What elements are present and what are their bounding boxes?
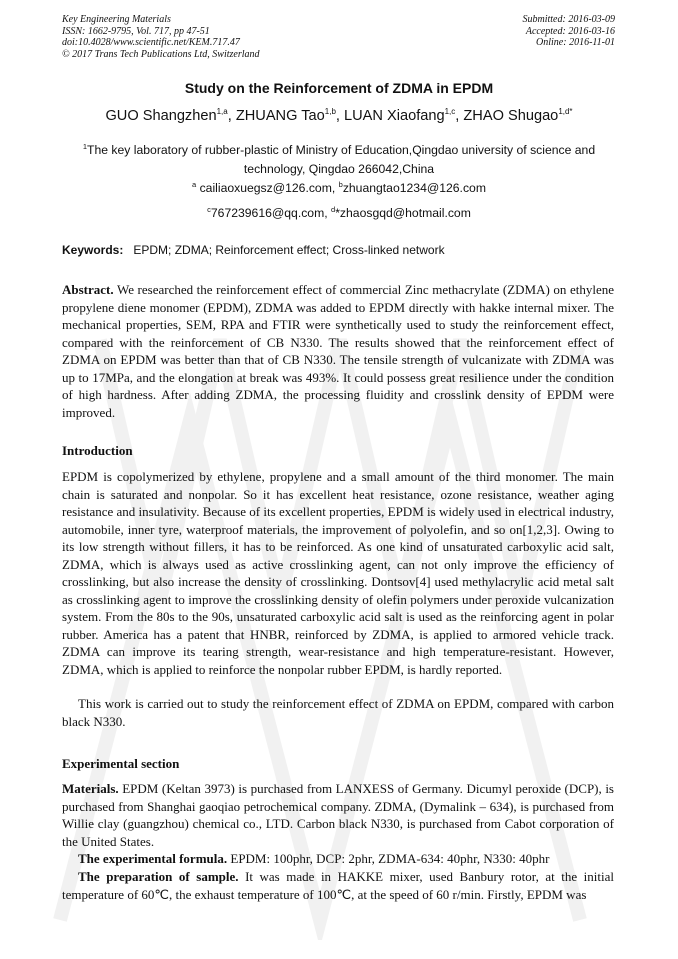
- keywords: Keywords: EPDM; ZDMA; Reinforcement effect; Cross-linked network: [62, 243, 445, 257]
- email-line-2: $^c$767239616@qq.com, $^d$*zhaosgqd@hotmail.com: [207, 205, 471, 221]
- preparation-paragraph: The preparation of sample. It was made in HAKKE mixer, used Banbury rotor, at the initial temperature of 60℃, the exhaust temperature of 100℃, at the speed of 60 r/min. Firstly, EPDM was: [62, 869, 614, 902]
- experimental-heading: Experimental section: [62, 756, 180, 771]
- email-link[interactable]: cailiaoxuegsz@126.com,: [199, 181, 336, 196]
- journal-copyright: © 2017 Trans Tech Publications Ltd, Switzerland: [62, 48, 260, 60]
- publication-dates: [523, 14, 616, 49]
- journal-name: Key Engineering Materials: [62, 14, 171, 25]
- formula-paragraph: The experimental formula. EPDM: 100phr, DCP: 2phr, ZDMA-634: 40phr, N330: 40phr: [78, 851, 550, 866]
- author: ZHUANG Tao$^{1,b}$,: [235, 107, 344, 124]
- materials-paragraph: Materials. EPDM (Keltan 3973) is purchased from LANXESS of Germany. Dicumyl peroxide (DCP), is purchased from Shanghai gaoqiao petrochemical company. ZDMA, (Dymalink – 634), is purchased from Willie clay (guangzhou) chemical co., LTD. Carbon black N330, is purchased from Cabot corporation of the United States.: [62, 781, 614, 849]
- date-submitted: Submitted: 2016-03-09: [522, 14, 615, 25]
- email-link[interactable]: 767239616@qq.com,: [210, 206, 328, 221]
- abstract: Abstract. We researched the reinforcement effect of commercial Zinc methacrylate (ZDMA) on ethylene propylene diene monomer (EPDM), ZDMA was added to EPDM directly with hakke internal mixer. The mechanical properties, SEM, RPA and FTIR were synthetically used to study the reinforcement effect, compared with the reinforcement of CB N330. The results showed that the reinforcement effect of ZDMA on EPDM was better than that of CB N330. The tensile strength of vulcanizate with ZDMA was up to 17MPa, and the elongation at break was 493%. It could possess great resilience under the condition of high hardness. After adding ZDMA, the processing fluidity and crosslink density of EPDM were improved.: [62, 282, 614, 420]
- email-line-1: $^a$ cailiaoxuegsz@126.com, $^b$zhuangtao1234@126.com: [192, 180, 486, 196]
- date-online: Online: 2016-11-01: [536, 37, 615, 48]
- journal-doi: doi:10.4028/www.scientific.net/KEM.717.47: [62, 37, 240, 48]
- author: LUAN Xiaofang$^{1,c}$,: [344, 107, 464, 124]
- introduction-paragraph-1: EPDM is copolymerized by ethylene, propylene and a small amount of the third monomer. The main chain is saturated and nonpolar. So it has excellent heat resistance, ozone resistance, weather aging resistance and insulativity. Because of its excellent properties, EPDM is widely used in electrical industry, automobile, inner tyre, waterproof materials, the improvement of polyolefin, and so on[1,2,3]. Owing to its low strength without fillers, it has to be reinforced. As one kind of unsaturated carboxylic acid salt, ZDMA, which is always used as active crosslinking agent, can not only improve the efficiency of crosslinking, but also increase the density of crosslinking. Dontsov[4] used methylacrylic acid metal salt as crosslinking agent to improve the crosslinking density of olefin polymers under peroxide vulcanization system. From the 80s to the 90s, unsaturated carboxylic acid salt is used as the reinforcing agent in polar rubber. America has a patent that HNBR, reinforced by ZDMA, is applied to armored vehicle track. ZDMA can improve its tearing strength, wear-resistance and high temperature-resistant. However, ZDMA, which is applied to reinforce the nonpolar rubber EPDM, is hardly reported.: [62, 469, 614, 677]
- date-accepted: Accepted: 2016-03-16: [525, 25, 615, 37]
- paper-title: Study on the Reinforcement of ZDMA in EPDM: [184, 80, 494, 96]
- author: ZHAO Shugao$^{1,d*}$: [463, 107, 573, 124]
- journal-issn: ISSN: 1662-9795, Vol. 717, pp 47-51: [62, 25, 210, 37]
- journal-info: [62, 14, 260, 60]
- email-link[interactable]: zhuangtao1234@126.com: [342, 181, 486, 196]
- author-list: [0, 107, 678, 124]
- affiliation: $^1$The key laboratory of rubber-plastic of Ministry of Education,Qingdao university of science and technology, Qingdao 266042,China: [82, 142, 596, 177]
- author: GUO Shangzhen$^{1,a}$,: [105, 107, 236, 124]
- email-link[interactable]: *zhaosgqd@hotmail.com: [335, 206, 471, 221]
- introduction-paragraph-2: This work is carried out to study the reinforcement effect of ZDMA on EPDM, compared with carbon black N330.: [62, 696, 614, 729]
- introduction-heading: Introduction: [62, 443, 133, 458]
